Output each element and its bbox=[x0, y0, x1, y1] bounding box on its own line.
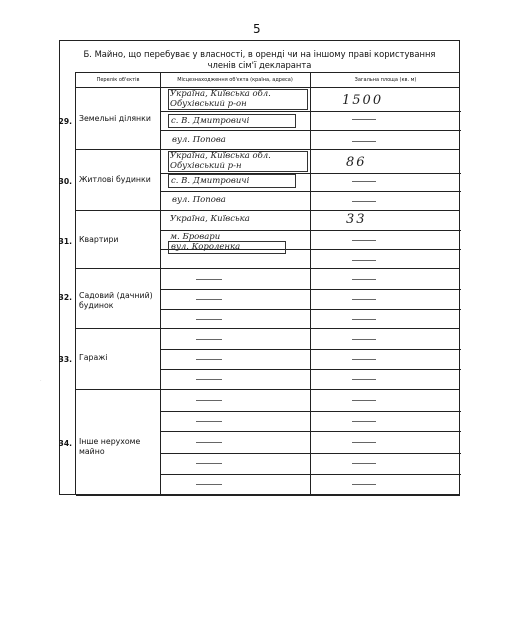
sub-line bbox=[160, 309, 461, 310]
scan-artifact: · bbox=[40, 378, 42, 384]
blank-dash bbox=[352, 299, 376, 300]
handwritten-location: вул. Попова bbox=[172, 195, 226, 205]
blank-dash bbox=[352, 181, 376, 182]
blank-dash bbox=[196, 299, 222, 300]
row-number-33: 33. bbox=[58, 355, 72, 364]
handwritten-location: Обухівський р-н bbox=[170, 161, 242, 171]
row-divider bbox=[76, 210, 460, 211]
row-divider bbox=[76, 495, 460, 496]
row-number-30: 30. bbox=[58, 177, 72, 186]
property-table bbox=[58, 72, 460, 495]
sub-line bbox=[160, 289, 461, 290]
column-header-location: Місцезнаходження об'єкта (країна, адреса) bbox=[177, 77, 293, 83]
row-label-land-plots: Земельні ділянки bbox=[79, 114, 151, 123]
handwritten-area: 33 bbox=[346, 212, 367, 227]
row-divider bbox=[76, 268, 460, 269]
column-header-area: Загальна площа (кв. м) bbox=[354, 77, 417, 83]
row-number-34: 34. bbox=[58, 439, 72, 448]
section-title-line2: членів сім'ї декларанта bbox=[207, 60, 312, 70]
handwritten-location: Україна, Київська bbox=[170, 214, 250, 224]
blank-dash bbox=[196, 442, 222, 443]
row-number-31: 31. bbox=[58, 237, 72, 246]
column-header-object-list: Перелік об'єктів bbox=[96, 77, 140, 83]
page-number: 5 bbox=[253, 22, 261, 36]
handwritten-location: м. Бровари bbox=[170, 232, 221, 242]
handwritten-location: Обухівський р-он bbox=[170, 99, 247, 109]
row-label-houses: Житлові будинки bbox=[79, 175, 151, 184]
blank-dash bbox=[196, 319, 222, 320]
blank-dash bbox=[352, 240, 376, 241]
sub-line bbox=[160, 411, 461, 412]
header-divider bbox=[76, 87, 460, 88]
blank-dash bbox=[352, 319, 376, 320]
blank-dash bbox=[352, 442, 376, 443]
handwritten-location: Україна, Київська обл. bbox=[170, 89, 271, 99]
section-title-line1: Б. Майно, що перебуває у власності, в оренді чи на іншому праві користування bbox=[83, 49, 436, 59]
row-label-garden-house: Садовий (дачний) будинок bbox=[79, 291, 153, 310]
blank-dash bbox=[352, 119, 376, 120]
sub-line bbox=[160, 453, 461, 454]
handwritten-location: с. В. Дмитровичі bbox=[171, 116, 250, 126]
blank-dash bbox=[196, 484, 222, 485]
blank-dash bbox=[196, 421, 222, 422]
row-divider bbox=[76, 149, 460, 150]
blank-dash bbox=[196, 463, 222, 464]
handwritten-area: 1500 bbox=[342, 93, 384, 108]
handwritten-location: вул. Короленка bbox=[171, 242, 241, 252]
sub-line bbox=[160, 111, 461, 112]
blank-dash bbox=[352, 379, 376, 380]
sub-line bbox=[160, 349, 461, 350]
row-label-garages: Гаражі bbox=[79, 353, 108, 362]
blank-dash bbox=[352, 141, 376, 142]
blank-dash bbox=[196, 359, 222, 360]
handwritten-location: вул. Попова bbox=[172, 135, 226, 145]
sub-line bbox=[160, 191, 461, 192]
blank-dash bbox=[352, 421, 376, 422]
sub-line bbox=[160, 130, 461, 131]
sub-line bbox=[160, 474, 461, 475]
blank-dash bbox=[196, 339, 222, 340]
row-label-other-real-estate: Інше нерухоме майно bbox=[79, 437, 141, 456]
declaration-form-frame bbox=[59, 40, 460, 495]
blank-dash bbox=[196, 400, 222, 401]
row-label-apartments: Квартири bbox=[79, 235, 119, 244]
row-number-32: 32. bbox=[58, 293, 72, 302]
handwritten-location: с. В. Дмитровичі bbox=[171, 176, 250, 186]
row-divider bbox=[76, 328, 460, 329]
blank-dash bbox=[352, 400, 376, 401]
blank-dash bbox=[352, 279, 376, 280]
section-title bbox=[60, 49, 459, 71]
blank-dash bbox=[196, 279, 222, 280]
row-number-29: 29. bbox=[58, 117, 72, 126]
blank-dash bbox=[196, 379, 222, 380]
sub-line bbox=[160, 431, 461, 432]
blank-dash bbox=[352, 201, 376, 202]
blank-dash bbox=[352, 484, 376, 485]
blank-dash bbox=[352, 359, 376, 360]
blank-dash bbox=[352, 260, 376, 261]
blank-dash bbox=[352, 339, 376, 340]
handwritten-area: 86 bbox=[346, 155, 367, 170]
blank-dash bbox=[352, 463, 376, 464]
sub-line bbox=[160, 230, 461, 231]
row-divider bbox=[76, 389, 460, 390]
sub-line bbox=[160, 369, 461, 370]
handwritten-location: Україна, Київська обл. bbox=[170, 151, 271, 161]
